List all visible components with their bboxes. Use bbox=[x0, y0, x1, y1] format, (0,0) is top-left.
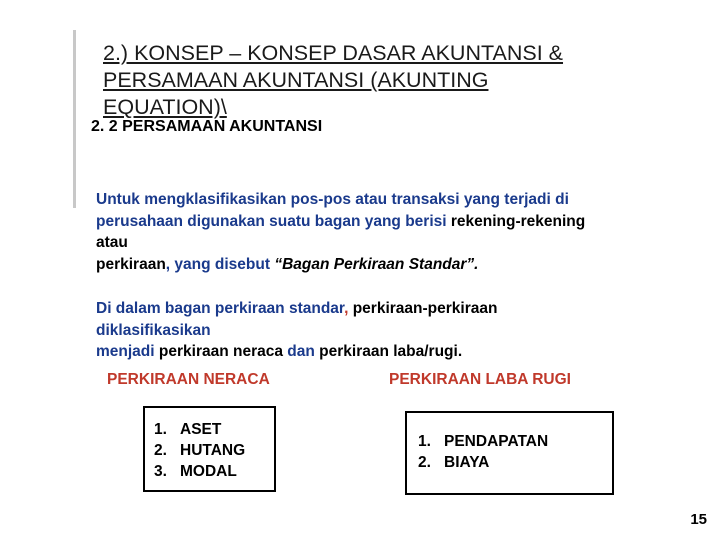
paragraph-1 bbox=[96, 189, 686, 275]
paragraph-2-line-3-text: menjadi bbox=[96, 343, 159, 360]
paragraph-1-line-4-text: , yang disebut bbox=[165, 255, 275, 273]
neraca-items-list bbox=[154, 419, 245, 482]
slide-title bbox=[103, 40, 683, 121]
slide-subtitle: 2. 2 PERSAMAAN AKUNTANSI bbox=[91, 118, 323, 135]
paragraph-2 bbox=[96, 298, 686, 363]
list-item bbox=[418, 452, 548, 473]
paragraph-2-comma: , bbox=[344, 300, 353, 317]
laba-rugi-items-list bbox=[418, 431, 548, 473]
term-perkiraan-perkiraan: perkiraan-perkiraan bbox=[352, 300, 498, 317]
slide-frame-line bbox=[73, 30, 76, 208]
paragraph-2-line-2: diklasifikasikan bbox=[96, 321, 211, 339]
paragraph-2-conjunction: dan bbox=[282, 343, 320, 360]
paragraph-1-line-1: Untuk mengklasifikasikan pos-pos atau transaksi yang terjadi di bbox=[96, 191, 569, 208]
list-item bbox=[154, 440, 245, 461]
term-bagan-perkiraan-standar: “Bagan Perkiraan Standar”. bbox=[274, 255, 479, 273]
title-line-3: EQUATION)\ bbox=[103, 95, 227, 119]
list-item-number: 2. bbox=[418, 454, 431, 471]
list-item bbox=[418, 431, 548, 452]
paragraph-2-line-3 bbox=[96, 341, 686, 363]
paragraph-1-line-4 bbox=[96, 254, 686, 276]
page-number: 15 bbox=[690, 511, 707, 528]
paragraph-1-line-3: atau bbox=[96, 234, 128, 251]
paragraph-1-line-2 bbox=[96, 211, 686, 233]
heading-perkiraan-laba-rugi: PERKIRAAN LABA RUGI bbox=[389, 371, 571, 388]
term-rekening: rekening-rekening bbox=[450, 212, 586, 230]
list-item-label: MODAL bbox=[180, 463, 237, 480]
list-item bbox=[154, 461, 245, 482]
term-perkiraan-neraca: perkiraan neraca bbox=[158, 343, 283, 360]
laba-rugi-items-box bbox=[405, 411, 614, 495]
neraca-items-box bbox=[143, 406, 276, 492]
term-perkiraan-laba-rugi: perkiraan laba/rugi. bbox=[319, 343, 463, 360]
term-perkiraan: perkiraan bbox=[96, 255, 166, 273]
list-item-number: 1. bbox=[418, 433, 431, 450]
list-item-label: BIAYA bbox=[444, 454, 490, 471]
list-item-label: PENDAPATAN bbox=[444, 433, 549, 450]
heading-perkiraan-neraca: PERKIRAAN NERACA bbox=[107, 371, 270, 388]
list-item-number: 3. bbox=[154, 463, 167, 480]
title-line-1: 2.) KONSEP – KONSEP DASAR AKUNTANSI & bbox=[103, 41, 564, 65]
list-item-number: 2. bbox=[154, 442, 167, 459]
list-item bbox=[154, 419, 245, 440]
list-item-label: HUTANG bbox=[180, 442, 246, 459]
paragraph-2-line-1 bbox=[96, 298, 686, 320]
list-item-label: ASET bbox=[180, 421, 222, 438]
list-item-number: 1. bbox=[154, 421, 167, 438]
paragraph-1-line-2-text: perusahaan digunakan suatu bagan yang berisi bbox=[96, 212, 451, 230]
paragraph-2-line-1-text: Di dalam bagan perkiraan standar bbox=[96, 300, 345, 317]
title-line-2: PERSAMAAN AKUNTANSI (AKUNTING bbox=[103, 68, 489, 92]
